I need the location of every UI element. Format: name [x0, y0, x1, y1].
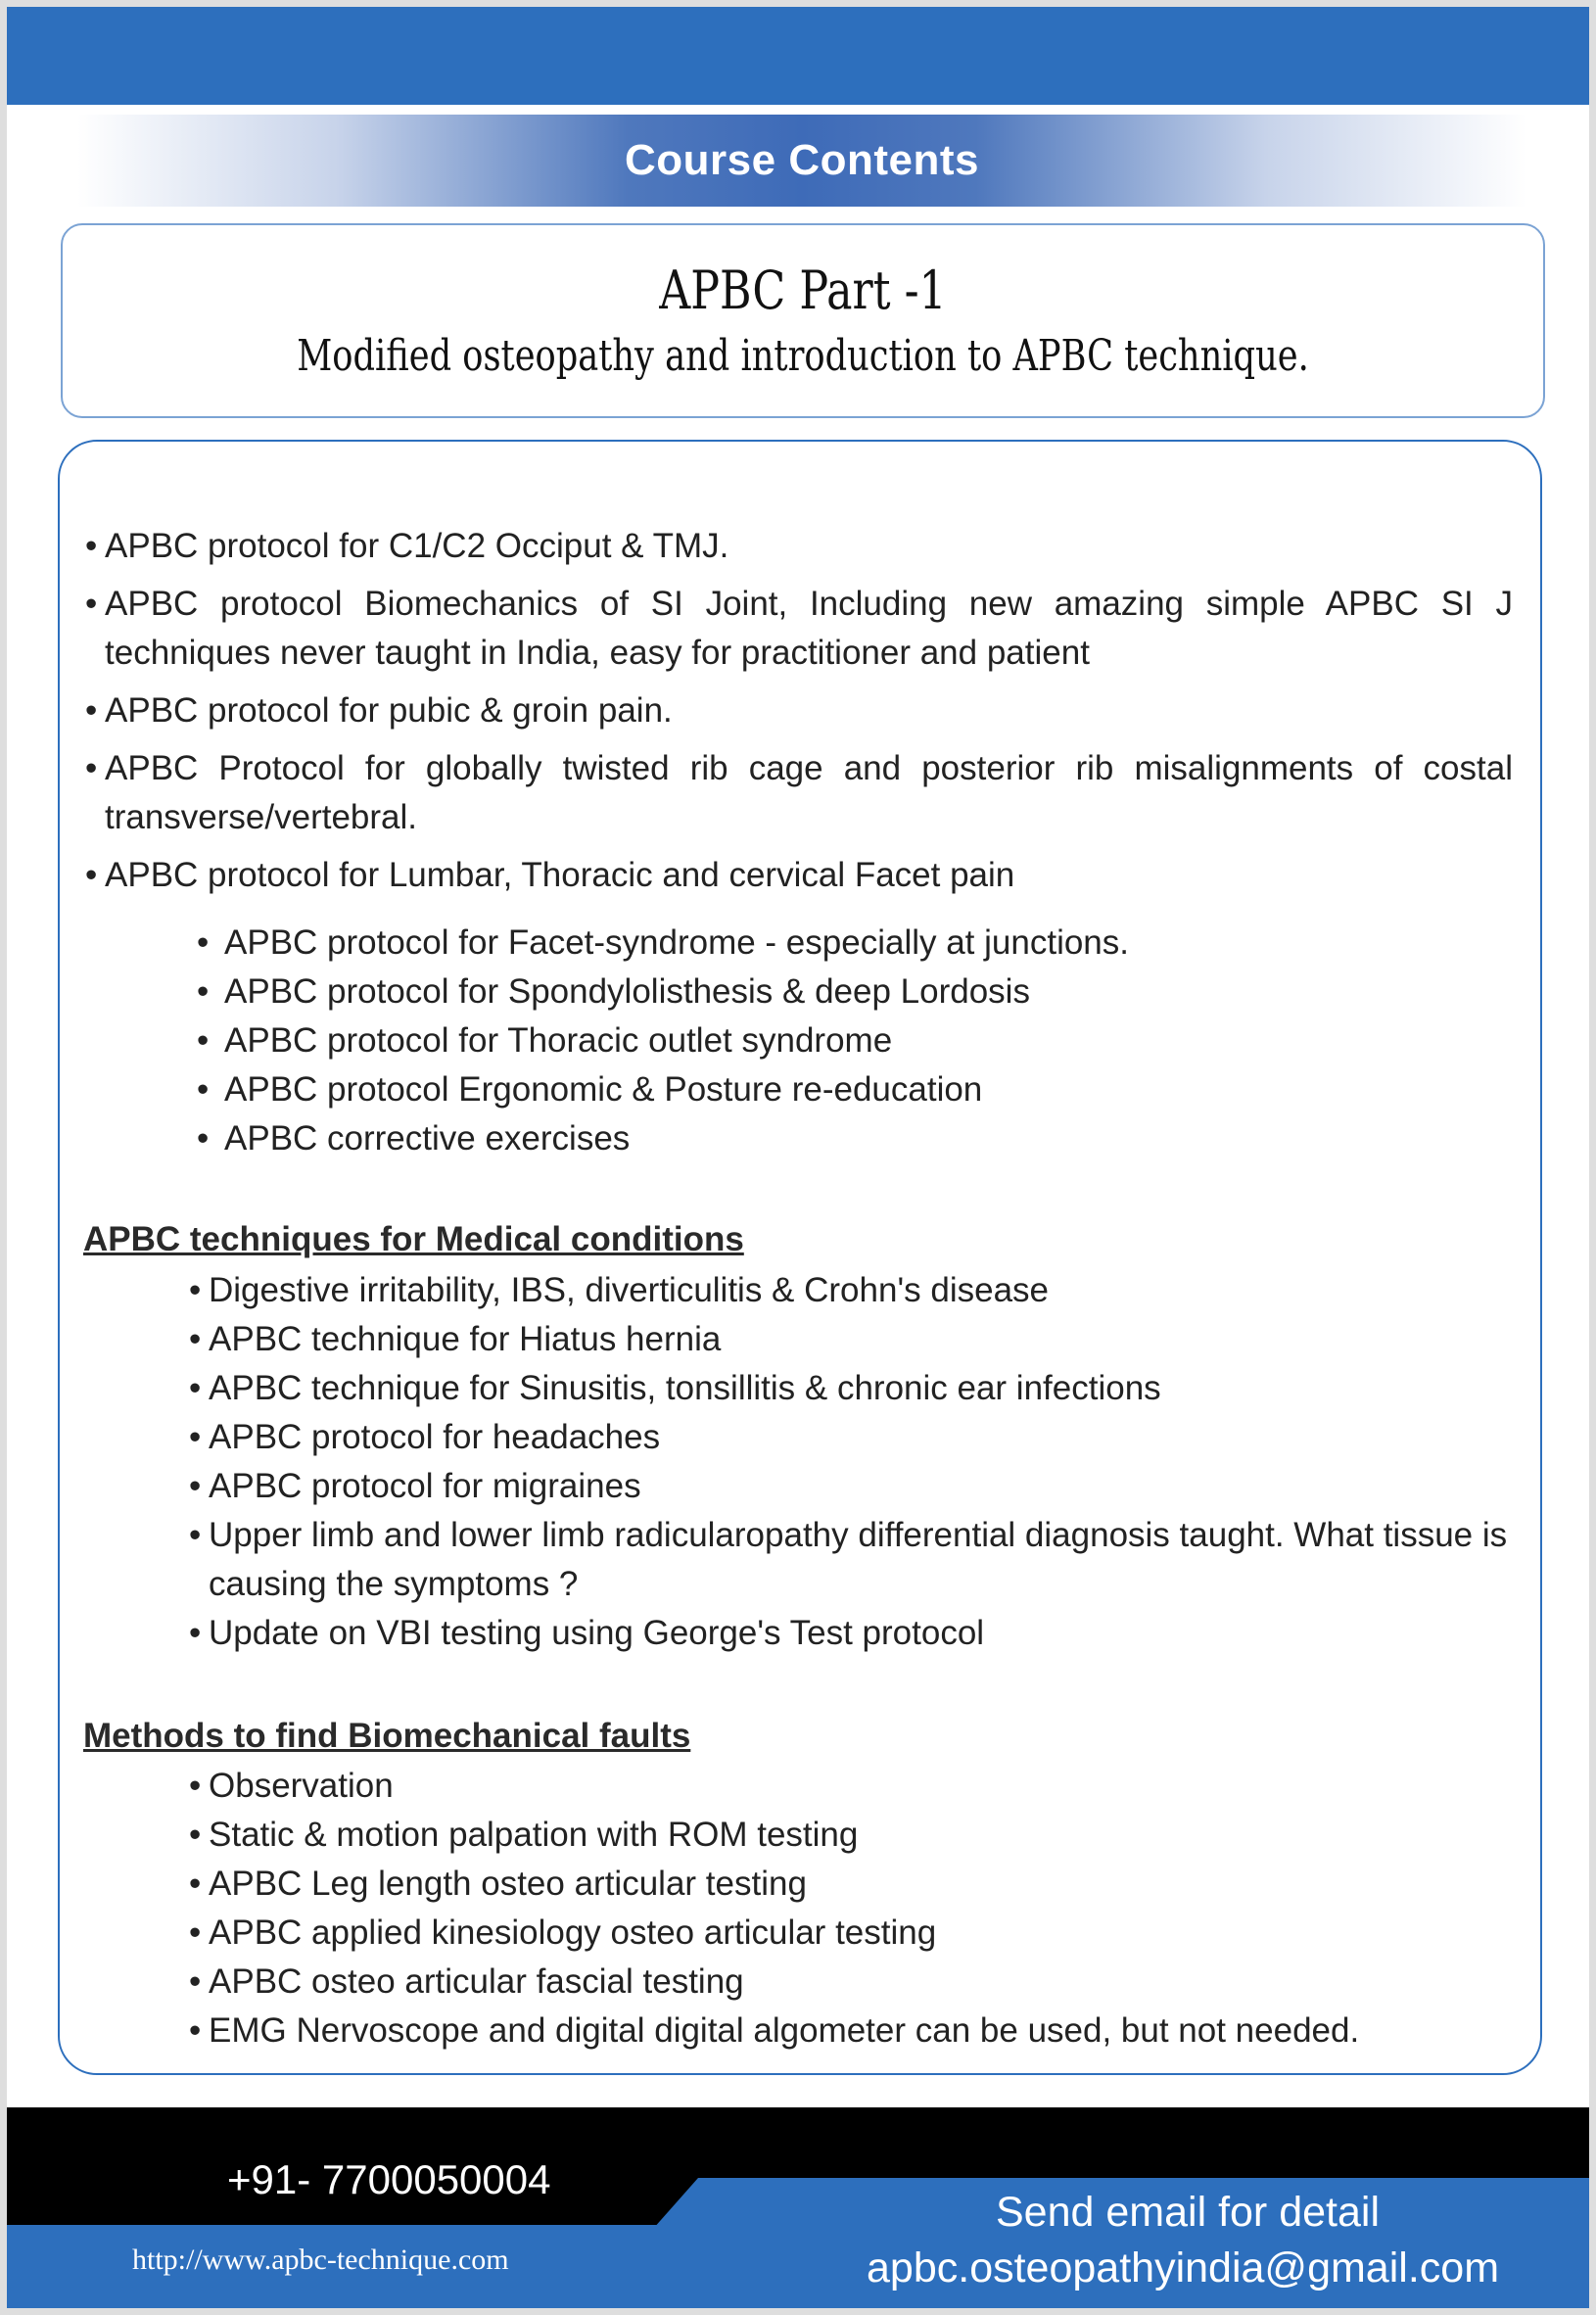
list-item: • APBC protocol for Facet-syndrome - especially at junctions.	[197, 919, 1470, 968]
list-item: • APBC protocol for migraines	[189, 1462, 1511, 1511]
course-contents-heading: Course Contents	[77, 115, 1526, 207]
course-title: APBC Part -1	[659, 260, 947, 321]
top-banner	[7, 7, 1589, 105]
sub-protocol-list	[197, 919, 1470, 1163]
list-item: • APBC protocol for Spondylolisthesis & deep Lordosis	[197, 968, 1470, 1016]
medical-conditions-heading: APBC techniques for Medical conditions	[83, 1220, 744, 1258]
website-link[interactable]: http://www.apbc-technique.com	[132, 2244, 509, 2276]
medical-conditions-list	[189, 1266, 1511, 1658]
protocol-list	[85, 522, 1513, 909]
list-item: • APBC protocol for Thoracic outlet syndrome	[197, 1016, 1470, 1065]
biomechanical-methods-list	[189, 1762, 1511, 2055]
list-item: • Static & motion palpation with ROM testing	[189, 1811, 1511, 1860]
document-page	[7, 7, 1589, 2308]
content-box	[58, 440, 1542, 2075]
list-item: • APBC protocol Ergonomic & Posture re-education	[197, 1065, 1470, 1114]
list-item: • EMG Nervoscope and digital digital algometer can be used, but not needed.	[189, 2007, 1511, 2055]
list-item: • APBC Protocol for globally twisted rib cage and posterior rib misalignments of costal transverse/vertebral.	[85, 744, 1513, 842]
list-item: • APBC protocol for C1/C2 Occiput & TMJ.	[85, 522, 1513, 571]
course-subtitle: Modified osteopathy and introduction to APBC technique.	[297, 331, 1309, 381]
phone-number: +91- 7700050004	[227, 2156, 551, 2202]
list-item: • Upper limb and lower limb radicularopathy differential diagnosis taught. What tissue is causing the symptoms ?	[189, 1511, 1511, 1609]
list-item: • APBC protocol for pubic & groin pain.	[85, 686, 1513, 735]
list-item: • APBC osteo articular fascial testing	[189, 1958, 1511, 2007]
list-item: • APBC technique for Hiatus hernia	[189, 1315, 1511, 1364]
list-item: • APBC technique for Sinusitis, tonsillitis & chronic ear infections	[189, 1364, 1511, 1413]
biomechanical-faults-heading: Methods to find Biomechanical faults	[83, 1717, 691, 1755]
list-item: • Digestive irritability, IBS, diverticulitis & Crohn's disease	[189, 1266, 1511, 1315]
list-item: • APBC protocol Biomechanics of SI Joint, Including new amazing simple APBC SI J techniques never taught in India, easy for practitioner and patient	[85, 580, 1513, 678]
list-item: • APBC Leg length osteo articular testing	[189, 1860, 1511, 1909]
email-link[interactable]: apbc.osteopathyindia@gmail.com	[867, 2244, 1500, 2291]
email-label: Send email for detail	[996, 2189, 1380, 2236]
list-item: • APBC protocol for headaches	[189, 1413, 1511, 1462]
list-item: • APBC protocol for Lumbar, Thoracic and cervical Facet pain	[85, 851, 1513, 900]
list-item: • Observation	[189, 1762, 1511, 1811]
list-item: • Update on VBI testing using George's Test protocol	[189, 1609, 1511, 1658]
course-title-box	[61, 223, 1545, 418]
list-item: • APBC applied kinesiology osteo articular testing	[189, 1909, 1511, 1958]
list-item: • APBC corrective exercises	[197, 1114, 1470, 1163]
